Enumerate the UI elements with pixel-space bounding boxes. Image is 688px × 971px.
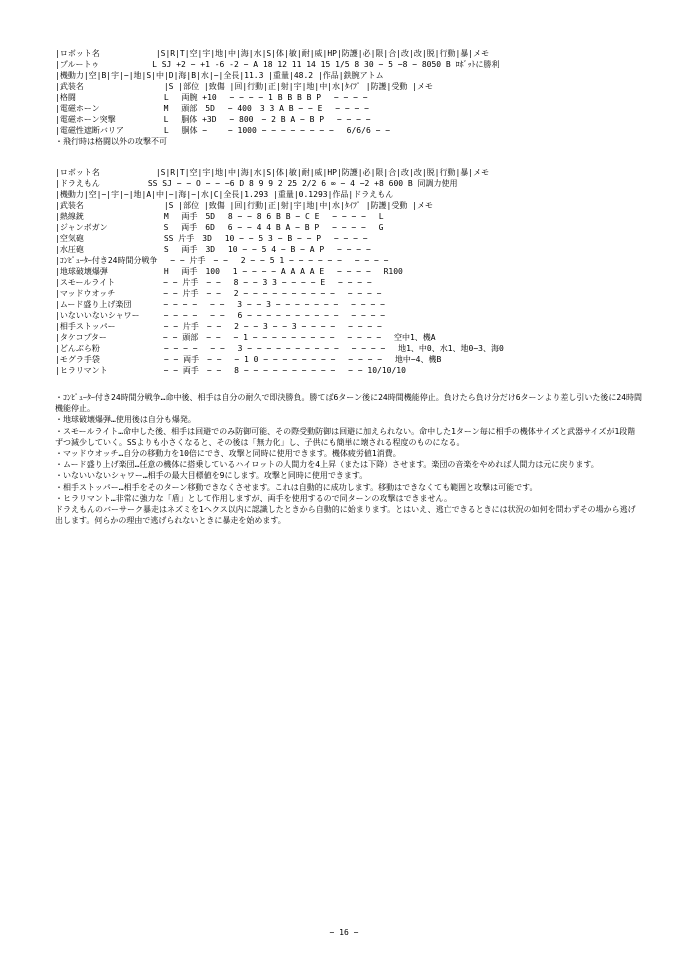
block-note: ・飛行時は格闘以外の攻撃不可 xyxy=(55,137,167,146)
weapon-row: |電磁性遮断バリア L 胴体 − − 1000 − − − − − − − − 6/6/6 − − xyxy=(55,126,391,135)
weapon-row: |ヒラリマント − − 両手 − − 8 − − − − − − − − − − − − 10/10/10 xyxy=(55,366,406,375)
robot-sheet-doraemon xyxy=(55,167,640,391)
weapon-row: |どんぶら粉 − − − − − − 3 − − − − − − − − − − − − − − 地1、中0、水1、地0−3、海0 xyxy=(55,344,504,353)
weapon-row: |水圧砲 S 両手 3D 10 − − 5 4 − B − A P − − − − xyxy=(55,245,371,254)
header-row: |ロボット名 |S|R|T|空|宇|地|中|海|水|S|体|敏|耐|威|HP|防護|必|限|合|改|改|脱|行動|暴|メモ xyxy=(55,49,490,58)
robot-stats-row: |ドラえもん SS SJ − − O − − −6 D 8 9 9 2 25 2/2 6 ∞ − 4 −2 +8 600 B 同調力使用 xyxy=(55,179,458,188)
note-paragraph: ・地球破壊爆弾…使用後は自分も爆発。 xyxy=(55,415,196,425)
mobility-row: |機動力|空|−|宇|−|地|A|中|−|海|−|水|C|全長|1.293 |重量|0.1293|作品|ドラえもん xyxy=(55,190,394,199)
note-paragraph: ・スモールライト…命中した後、相手は回避でのみ防御可能、その際受動防御は回避に加えられない。命中した1ターン毎に相手の機体サイズと武器サイズが1段階ずつ減少していく。SSよりも小さくなると、その後は「無力化」し、子供にも簡単に壊される程度のものになる。 xyxy=(55,426,636,447)
weapon-row: |タケコプター − − 頭部 − − − 1 − − − − − − − − − − − − − 空中1、機A xyxy=(55,333,436,342)
note-paragraph: ドラえもんのバーサーク暴走はネズミを1ヘクス以内に認識したときから自動的に始まります。とはいえ、逃亡できるときには状況の如何を問わずその場から逃げ出します。何らかの理由で逃げられないときに暴走を始めます。 xyxy=(55,505,636,526)
note-paragraph: ・マッドウオッチ…自分の移動力を10倍にでき、攻撃と同時に使用できます。機体疲労値1消費。 xyxy=(55,449,401,459)
note-paragraph: ・相手ストッパー…相手をそのターン移動できなくさせます。これは自動的に成功します。移動はできなくても範囲と攻撃は可能です。 xyxy=(55,482,538,492)
weapon-row: |相手ストッパー − − 片手 − − 2 − − 3 − − 3 − − − − − − − − xyxy=(55,322,382,331)
weapon-row: |いないいないシャワー − − − − − − 6 − − − − − − − − − − − − − − xyxy=(55,311,386,320)
note-paragraph: ・ヒラリマント…非常に強力な「盾」として作用しますが、両手を使用するので同ターンの攻撃はできません。 xyxy=(55,493,452,503)
weapon-row: |熱線銃 M 両手 5D 8 − − 8 6 B B − C E − − − − L xyxy=(55,212,384,221)
weapon-row: |空気砲 SS 片手 3D 10 − − 5 3 − B − − P − − − − xyxy=(55,234,368,243)
weapon-row: |電磁ホーン M 頭部 5D − 400 3 3 A B − − E − − − − xyxy=(55,104,369,113)
weapons-header-row: |武装名 |S |部位 |致傷 |回|行動|正|射|宇|地|中|水|ﾀｲﾌﾟ |防護|受動 |メモ xyxy=(55,82,433,91)
weapon-row: |地球破壊爆弾 H 両手 100 1 − − − − A A A A E − − − − R100 xyxy=(55,267,403,276)
weapon-row: |ジャンボガン S 両手 6D 6 − − 4 4 B A − B P − − − − G xyxy=(55,223,384,232)
weapons-header-row: |武装名 |S |部位 |致傷 |回|行動|正|射|宇|地|中|水|ﾀｲﾌﾟ |防護|受動 |メモ xyxy=(55,201,433,210)
notes-section xyxy=(55,392,643,526)
weapon-row: |マッドウオッチ − − 片手 − − 2 − − − − − − − − − − − − − − xyxy=(55,289,382,298)
note-paragraph: ・ムード盛り上げ楽団…任意の機体に搭乗しているハイロットの人間力を4上昇（または下降）させます。楽団の音楽をやめれば人間力は元に戻ります。 xyxy=(55,460,599,470)
weapon-row: |ｺﾝﾋﾟｭｰﾀｰ付き24時間分戦争 − − 片手 − − 2 − − 5 1 − − − − − − − − − − xyxy=(55,256,389,265)
weapon-row: |モグラ手袋 − − 両手 − − − 1 0 − − − − − − − − − − − − 地中−4、機B xyxy=(55,355,442,364)
header-row: |ロボット名 |S|R|T|空|宇|地|中|海|水|S|体|敏|耐|威|HP|防護|必|限|合|改|改|脱|行動|暴|メモ xyxy=(55,168,490,177)
weapon-row: |ムード盛り上げ楽団 − − − − − − 3 − − 3 − − − − − − − − − − − xyxy=(55,300,385,309)
page-number: − 16 − xyxy=(329,928,359,937)
weapon-row: |格闘 L 両腕 +10 − − − − 1 B B B B P − − − − xyxy=(55,93,368,102)
weapon-row: |電磁ホーン突撃 L 胴体 +3D − 800 − 2 B A − B P − − − − xyxy=(55,115,371,124)
mobility-row: |機動力|空|B|宇|−|地|S|中|D|海|B|水|−|全長|11.3 |重量|48.2 |作品|鉄腕アトム xyxy=(55,71,384,80)
robot-stats-row: |プルートゥ L SJ +2 − +1 -6 -2 − A 18 12 11 14 15 1/5 8 30 − 5 −8 − 8050 B ﾛﾎﾞｯﾄに勝利 xyxy=(55,60,500,69)
note-paragraph: ・ｺﾝﾋﾟｭｰﾀｰ付き24時間分戦争…命中後、相手は自分の耐久で即決勝負。勝てば6ターン後に24時間機能停止。負けたら負け分だけ6ターンより差し引いた後に24時間機能停止。 xyxy=(55,393,643,414)
weapon-row: |スモールライト − − 片手 − − 8 − − 3 3 − − − − E − − − − xyxy=(55,278,372,287)
note-paragraph: ・いないいないシャワー…相手の最大目標値を9にします。攻撃と同時に使用できます。 xyxy=(55,471,368,481)
robot-sheet-pluto xyxy=(55,48,640,160)
